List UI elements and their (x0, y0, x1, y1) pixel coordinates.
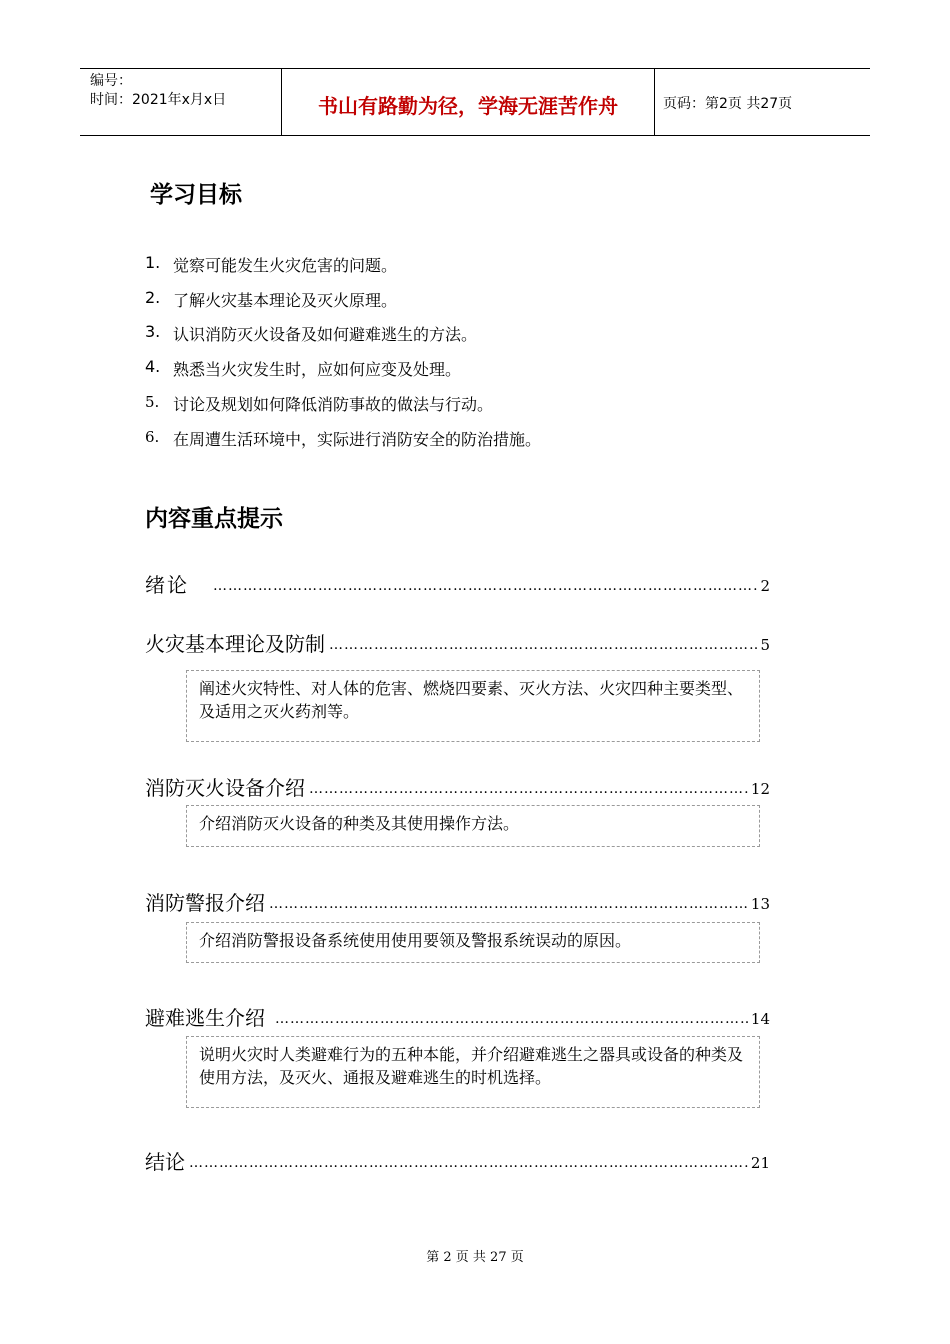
toc-leader-dots (269, 895, 749, 913)
toc-entry (145, 1003, 770, 1031)
goal-number: 2. (145, 288, 161, 307)
header-bottom-rule (80, 135, 870, 136)
header-page-number: 页码：第2页 共27页 (663, 96, 793, 112)
header-serial: 编号： (90, 73, 132, 89)
toc-entry (145, 888, 770, 916)
toc-entry-title: 避难逃生介绍 (145, 1006, 265, 1030)
goal-text: 了解火灾基本理论及灭火原理。 (173, 291, 398, 310)
goal-number: 1. (145, 253, 161, 272)
goal-text: 熟悉当火灾发生时，应如何应变及处理。 (173, 360, 462, 379)
toc-entry-page: 12 (750, 780, 770, 798)
goal-text: 在周遭生活环境中，实际进行消防安全的防治措施。 (173, 430, 542, 449)
toc-entry-note: 介绍消防灭火设备的种类及其使用操作方法。 (186, 805, 760, 847)
toc-entry (145, 1147, 770, 1175)
toc-entry-page: 5 (760, 636, 770, 654)
toc-entry-page: 14 (750, 1010, 770, 1028)
toc-entry-title: 火灾基本理论及防制 (145, 632, 325, 656)
goal-text: 觉察可能发生火灾危害的问题。 (173, 256, 398, 275)
goal-number: 5. (145, 393, 160, 411)
toc-entry-title: 消防警报介绍 (145, 891, 265, 915)
goal-text: 认识消防灭火设备及如何避难逃生的方法。 (173, 325, 478, 344)
toc-leader-dots (213, 577, 758, 595)
header-top-rule (80, 68, 870, 69)
goals-heading: 学习目标 (150, 181, 242, 208)
toc-entry-page: 2 (760, 577, 770, 595)
toc-leader-dots (309, 780, 749, 798)
toc-entry-page: 21 (750, 1154, 770, 1172)
toc-entry-note: 阐述火灾特性、对人体的危害、燃烧四要素、灭火方法、火灾四种主要类型、及适用之灭火药剂等。 (186, 670, 760, 742)
toc-entry (145, 629, 770, 657)
goal-number: 4. (145, 357, 161, 376)
toc-entry-note: 介绍消防警报设备系统使用使用要领及警报系统误动的原因。 (186, 922, 760, 963)
header-motto: 书山有路勤为径，学海无涯苦作舟 (318, 94, 618, 118)
toc-entry (145, 773, 770, 801)
header-date: 时间：2021年x月x日 (90, 92, 227, 108)
toc-entry-title: 结论 (145, 1150, 185, 1174)
toc-entry-title: 绪论 (145, 573, 189, 597)
page-footer: 第 2 页 共 27 页 (426, 1250, 524, 1265)
toc-entry-page: 13 (750, 895, 770, 913)
toc-leader-dots (275, 1010, 749, 1028)
toc-entry-title: 消防灭火设备介绍 (145, 776, 305, 800)
header-divider-right (654, 68, 655, 135)
goal-number: 6. (145, 428, 160, 446)
contents-heading: 内容重点提示 (145, 505, 283, 532)
toc-entry-note: 说明火灾时人类避难行为的五种本能，并介绍避难逃生之器具或设备的种类及使用方法，及灭火、通报及避难逃生的时机选择。 (186, 1036, 760, 1108)
toc-leader-dots (329, 636, 758, 654)
toc-entry (145, 570, 770, 598)
toc-leader-dots (189, 1154, 749, 1172)
goal-number: 3. (145, 322, 161, 341)
goal-text: 讨论及规划如何降低消防事故的做法与行动。 (173, 395, 494, 414)
